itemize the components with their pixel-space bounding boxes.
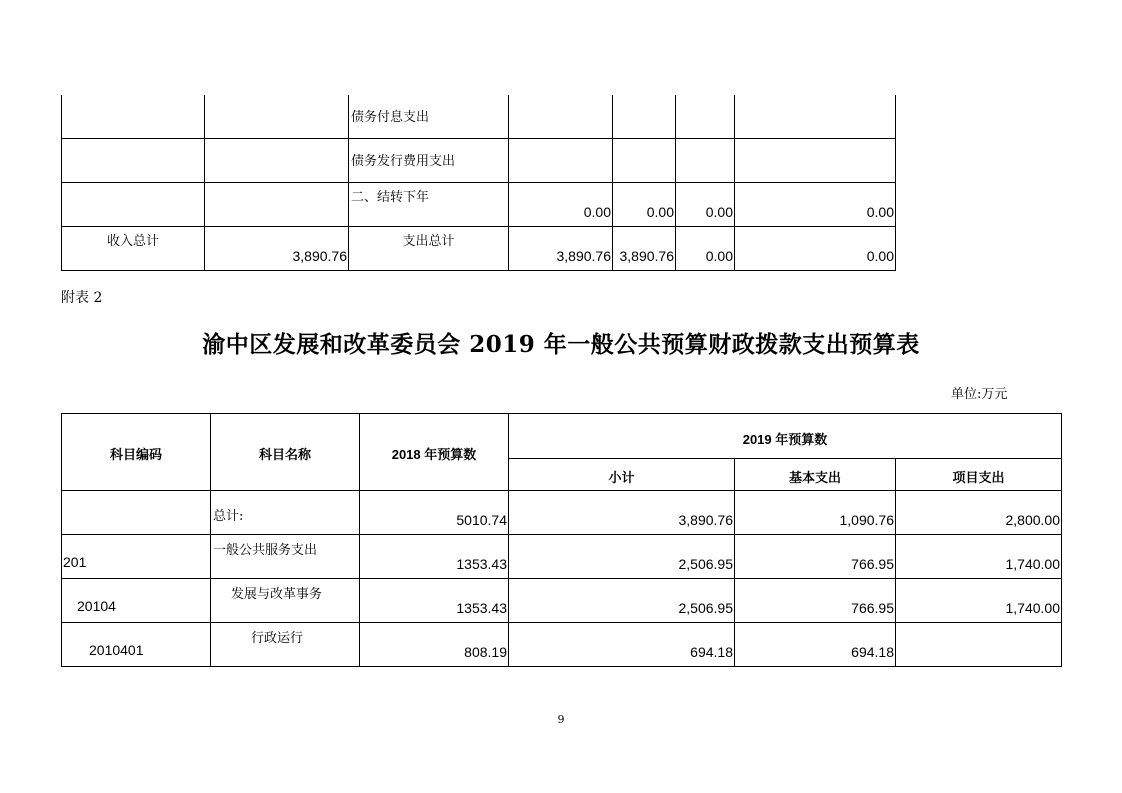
cell-project: 1,740.00 (1005, 600, 1060, 616)
header-row (62, 414, 1062, 459)
table-row (62, 623, 1062, 667)
cell-value: 3,890.76 (619, 248, 674, 264)
cell-subtotal: 2,506.95 (678, 600, 733, 616)
cell-subtotal: 3,890.76 (678, 512, 733, 528)
row-code: 201 (63, 554, 87, 570)
continued-budget-table (61, 95, 896, 271)
cell-value: 0.00 (583, 204, 611, 220)
total-row (62, 227, 896, 271)
cell-basic: 694.18 (851, 644, 894, 660)
cell-subtotal: 694.18 (690, 644, 733, 660)
table-row (62, 535, 1062, 579)
income-total-value: 3,890.76 (292, 248, 347, 264)
cell-value: 0.00 (705, 248, 733, 264)
cell-value: 0.00 (705, 204, 733, 220)
header-code: 科目编码 (109, 447, 162, 462)
cell-subtotal: 2,506.95 (678, 556, 733, 572)
income-total-label: 收入总计 (106, 234, 159, 249)
row-label: 债务付息支出 (351, 110, 430, 125)
cell-value: 0.00 (866, 204, 894, 220)
cell-basic: 766.95 (851, 600, 894, 616)
row-code: 2010401 (89, 642, 144, 658)
cell-budget-2018: 808.19 (464, 644, 507, 660)
header-basic: 基本支出 (788, 470, 841, 485)
table-row (62, 95, 896, 139)
row-name: 行政运行 (251, 631, 304, 646)
header-subtotal: 小计 (608, 470, 635, 485)
page-number: 9 (557, 713, 565, 726)
row-name: 总计: (213, 509, 244, 524)
header-budget-2018: 2018 年预算数 (391, 447, 477, 462)
row-name: 一般公共服务支出 (213, 543, 318, 558)
cell-project: 2,800.00 (1005, 512, 1060, 528)
appendix-caption: 附表 2 (61, 290, 103, 306)
table-row (62, 183, 896, 227)
table-row (62, 579, 1062, 623)
unit-label: 单位:万元 (951, 387, 1008, 402)
header-project: 项目支出 (952, 470, 1005, 485)
cell-value: 0.00 (646, 204, 674, 220)
cell-basic: 766.95 (851, 556, 894, 572)
header-name: 科目名称 (258, 447, 311, 462)
row-label: 债务发行费用支出 (351, 154, 456, 169)
cell-value: 0.00 (866, 248, 894, 264)
table-row (62, 139, 896, 183)
budget-expenditure-table (61, 413, 1062, 667)
header-budget-2019: 2019 年预算数 (742, 432, 828, 447)
cell-value: 3,890.76 (556, 248, 611, 264)
row-name: 发展与改革事务 (231, 587, 323, 602)
page-title: 渝中区发展和改革委员会 2019 年一般公共预算财政拨款支出预算表 (202, 331, 920, 358)
cell-project: 1,740.00 (1005, 556, 1060, 572)
cell-budget-2018: 1353.43 (456, 556, 507, 572)
cell-budget-2018: 5010.74 (456, 512, 507, 528)
cell-budget-2018: 1353.43 (456, 600, 507, 616)
row-label: 二、结转下年 (351, 190, 430, 205)
row-code: 20104 (77, 598, 116, 614)
table-row (62, 491, 1062, 535)
expense-total-label: 支出总计 (402, 234, 455, 249)
cell-basic: 1,090.76 (839, 512, 894, 528)
